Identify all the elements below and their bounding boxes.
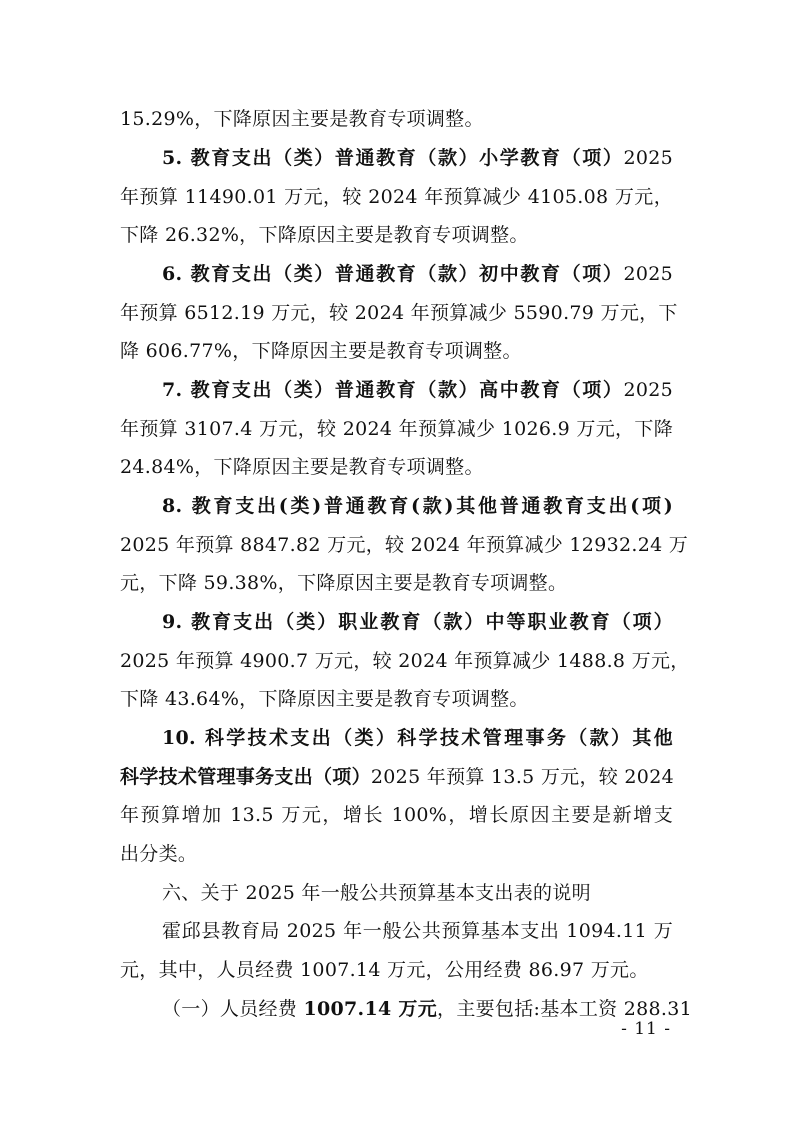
item-7-heading: 7. 教育支出（类）普通教育（款）高中教育（项）: [162, 379, 624, 401]
text-line-3: 年预算 11490.01 万元，较 2024 年预算减少 4105.08 万元，: [120, 186, 673, 208]
item-10-heading-cont: 科学技术管理事务支出（项）: [120, 766, 371, 788]
text-line-12: 2025 年预算 8847.82 万元，较 2024 年预算减少 12932.24 万: [120, 534, 689, 556]
personnel-cost-amount: 1007.14 万元: [303, 998, 438, 1020]
text-line-23: 元，其中，人员经费 1007.14 万元，公用经费 86.97 万元。: [120, 959, 649, 981]
item-10-heading: 10. 科学技术支出（类）科学技术管理事务（款）其他: [162, 727, 673, 749]
text-line-13: 元，下降 59.38%，下降原因主要是教育专项调整。: [120, 572, 568, 594]
text-line-9: 年预算 3107.4 万元，较 2024 年预算减少 1026.9 万元，下降: [120, 418, 673, 440]
text-line-22: 霍邱县教育局 2025 年一般公共预算基本支出 1094.11 万: [162, 920, 673, 942]
item-6-heading: 6. 教育支出（类）普通教育（款）初中教育（项）: [162, 263, 624, 285]
text-line-7: 降 606.77%，下降原因主要是教育专项调整。: [120, 340, 522, 362]
text-line-2: 5. 教育支出（类）普通教育（款）小学教育（项）2025: [162, 147, 673, 169]
text-line-24: （一）人员经费 1007.14 万元，主要包括:基本工资 288.31: [162, 998, 693, 1020]
item-9-heading: 9. 教育支出（类）职业教育（款）中等职业教育（项）: [162, 611, 673, 633]
text-line-6: 年预算 6512.19 万元，较 2024 年预算减少 5590.79 万元，下: [120, 302, 678, 324]
text-line-4: 下降 26.32%，下降原因主要是教育专项调整。: [120, 224, 529, 246]
text-line-15: 2025 年预算 4900.7 万元，较 2024 年预算减少 1488.8 万元，: [120, 650, 690, 672]
text-line-8: 7. 教育支出（类）普通教育（款）高中教育（项）2025: [162, 379, 673, 401]
text-line-14: [162, 608, 673, 636]
text-line-10: 24.84%，下降原因主要是教育专项调整。: [120, 456, 484, 478]
text-line-17: [162, 724, 673, 752]
item-8-heading: 8. 教育支出(类)普通教育(款)其他普通教育支出(项): [162, 495, 673, 517]
section-6-heading: 六、关于 2025 年一般公共预算基本支出表的说明: [162, 882, 591, 904]
item-5-heading: 5. 教育支出（类）普通教育（款）小学教育（项）: [162, 147, 624, 169]
text-line-20: 出分类。: [120, 843, 198, 865]
text-line-19: 年预算增加 13.5 万元，增长 100%，增长原因主要是新增支: [120, 804, 673, 826]
page-number: - 11 -: [621, 1019, 671, 1039]
text-line-1: 15.29%，下降原因主要是教育专项调整。: [120, 108, 484, 130]
text-line-5: 6. 教育支出（类）普通教育（款）初中教育（项）2025: [162, 263, 673, 285]
text-line-16: 下降 43.64%，下降原因主要是教育专项调整。: [120, 688, 529, 710]
text-line-11: [162, 492, 673, 520]
text-line-18: 科学技术管理事务支出（项）2025 年预算 13.5 万元，较 2024: [120, 766, 674, 788]
